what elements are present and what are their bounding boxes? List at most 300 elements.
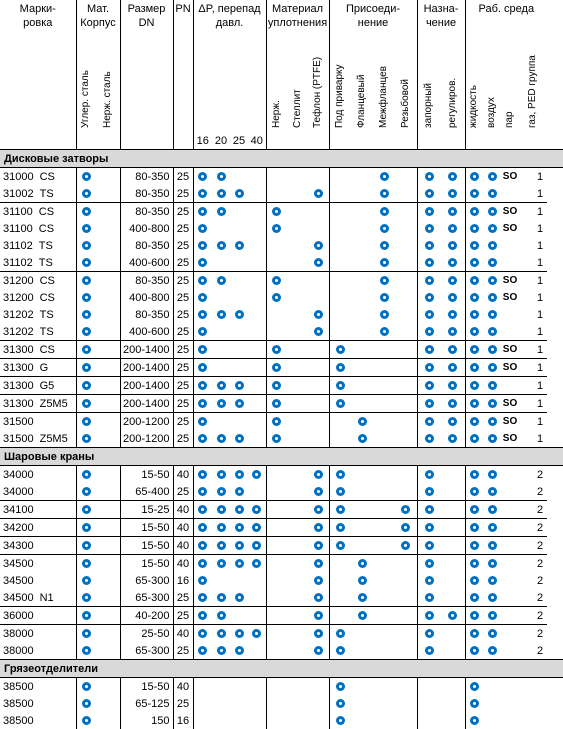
available-marker-icon [470,345,479,354]
available-marker-icon [380,310,389,319]
available-marker-icon [235,310,244,319]
available-marker-icon [380,276,389,285]
available-marker-icon [488,629,497,638]
available-marker-icon [425,646,434,655]
available-marker-icon [82,258,91,267]
available-marker-icon [470,470,479,479]
available-marker-icon [217,276,226,285]
available-marker-icon [488,381,497,390]
row-code: 34200 [3,522,34,534]
row-pn: 40 [173,519,193,537]
row-code: 34300 [3,540,34,552]
row-ped-group: 2 [519,466,547,484]
available-marker-icon [82,541,91,550]
header-connection: Присоеди- нение [329,0,417,30]
row-code: 38500 [3,715,34,727]
available-marker-icon [82,363,91,372]
available-marker-icon [82,417,91,426]
row-size: 80-350 [120,237,173,254]
row-code: 31300 [3,344,34,356]
available-marker-icon [336,629,345,638]
available-marker-icon [425,434,434,443]
available-marker-icon [488,172,497,181]
available-marker-icon [488,310,497,319]
row-size: 65-300 [120,642,173,660]
row-marking [0,519,76,537]
available-marker-icon [217,470,226,479]
row-marking [0,254,76,272]
available-marker-icon [488,505,497,514]
available-marker-icon [488,593,497,602]
row-marking [0,359,76,377]
row-code: 31100 [3,223,33,235]
available-marker-icon [235,487,244,496]
available-marker-icon [488,399,497,408]
header-liquid: жидкость [468,30,480,128]
row-pn: 25 [173,203,193,221]
table-row [0,272,563,290]
available-marker-icon [448,434,457,443]
available-marker-icon [198,276,207,285]
available-marker-icon [314,327,323,336]
row-pn: 40 [173,555,193,573]
header-marking: Марки- ровка [0,0,76,150]
available-marker-icon [358,576,367,585]
available-marker-icon [314,505,323,514]
row-steam [501,237,519,254]
row-steam [501,695,519,712]
row-marking [0,289,76,306]
table-body [0,150,563,729]
header-wafer: Межфланцев [378,30,390,128]
row-size: 200-1400 [120,359,173,377]
row-code: 31500 [3,416,34,428]
available-marker-icon [272,399,281,408]
available-marker-icon [82,434,91,443]
available-marker-icon [82,699,91,708]
row-ped-group: 1 [519,185,547,203]
available-marker-icon [470,434,479,443]
available-marker-icon [448,172,457,181]
row-pn: 25 [173,341,193,359]
available-marker-icon [198,611,207,620]
row-ped-group: 2 [519,555,547,573]
available-marker-icon [488,434,497,443]
row-steam [501,306,519,323]
row-code: 31200 [3,275,34,287]
row-steam [501,254,519,272]
row-ped-group [519,678,547,696]
available-marker-icon [314,258,323,267]
available-marker-icon [448,345,457,354]
row-pn: 25 [173,220,193,237]
available-marker-icon [380,258,389,267]
available-marker-icon [470,505,479,514]
available-marker-icon [314,611,323,620]
available-marker-icon [198,381,207,390]
header-ped-group: газ, PED группа [527,30,539,128]
available-marker-icon [425,207,434,216]
section-header [0,150,563,168]
available-marker-icon [336,345,345,354]
section-header [0,660,563,678]
available-marker-icon [470,523,479,532]
header-thread: Резьбовой [400,30,412,128]
available-marker-icon [425,241,434,250]
row-size: 65-125 [120,695,173,712]
available-marker-icon [198,363,207,372]
available-marker-icon [272,417,281,426]
row-steam [501,555,519,573]
header-weld: Под приварку [334,30,346,128]
available-marker-icon [314,559,323,568]
available-marker-icon [198,345,207,354]
available-marker-icon [448,399,457,408]
row-code: 31000 [3,171,34,183]
row-size: 65-300 [120,572,173,589]
row-steam: SO [501,220,519,237]
row-size: 15-50 [120,537,173,555]
available-marker-icon [314,470,323,479]
row-size: 80-350 [120,168,173,186]
row-ped-group: 2 [519,483,547,501]
row-marking [0,537,76,555]
available-marker-icon [336,699,345,708]
available-marker-icon [198,505,207,514]
available-marker-icon [198,399,207,408]
row-steam [501,625,519,643]
available-marker-icon [401,523,410,532]
available-marker-icon [380,172,389,181]
available-marker-icon [252,541,261,550]
row-steam [501,519,519,537]
row-steam [501,607,519,625]
header-control: регулиров. [447,30,459,128]
table-row [0,537,563,555]
available-marker-icon [425,629,434,638]
available-marker-icon [198,559,207,568]
available-marker-icon [470,293,479,302]
available-marker-icon [380,293,389,302]
table-row [0,572,563,589]
available-marker-icon [217,611,226,620]
row-size: 80-350 [120,203,173,221]
available-marker-icon [336,487,345,496]
available-marker-icon [82,381,91,390]
available-marker-icon [217,381,226,390]
available-marker-icon [488,224,497,233]
available-marker-icon [488,327,497,336]
header-dp-25: 25 [230,133,248,150]
header-size: Размер DN [120,0,173,150]
available-marker-icon [272,293,281,302]
row-ped-group: 1 [519,289,547,306]
available-marker-icon [314,241,323,250]
available-marker-icon [425,399,434,408]
available-marker-icon [217,241,226,250]
row-marking [0,712,76,729]
row-pn: 25 [173,254,193,272]
available-marker-icon [425,559,434,568]
table-row [0,642,563,660]
row-ped-group: 2 [519,625,547,643]
row-code: 31102 [3,240,33,252]
available-marker-icon [198,189,207,198]
available-marker-icon [235,381,244,390]
table-row [0,466,563,484]
row-size: 15-50 [120,678,173,696]
available-marker-icon [425,576,434,585]
row-pn: 25 [173,607,193,625]
header-pn: PN [173,0,193,150]
available-marker-icon [217,172,226,181]
available-marker-icon [488,293,497,302]
section-header [0,448,563,466]
available-marker-icon [198,224,207,233]
row-code: 31300 [3,380,34,392]
available-marker-icon [470,258,479,267]
available-marker-icon [470,241,479,250]
available-marker-icon [470,327,479,336]
row-pn: 25 [173,430,193,448]
row-size: 200-1400 [120,377,173,395]
available-marker-icon [198,593,207,602]
available-marker-icon [235,189,244,198]
available-marker-icon [425,541,434,550]
available-marker-icon [314,487,323,496]
row-marking [0,203,76,221]
row-marking [0,185,76,203]
available-marker-icon [235,241,244,250]
row-marking [0,483,76,501]
row-pn: 25 [173,272,193,290]
row-size: 65-300 [120,589,173,607]
available-marker-icon [425,310,434,319]
available-marker-icon [252,523,261,532]
table-row [0,341,563,359]
row-size: 200-1400 [120,395,173,413]
row-steam [501,377,519,395]
row-pn: 25 [173,377,193,395]
row-marking [0,237,76,254]
available-marker-icon [470,541,479,550]
available-marker-icon [252,629,261,638]
available-marker-icon [425,505,434,514]
available-marker-icon [448,293,457,302]
row-suffix: TS [40,186,54,202]
available-marker-icon [488,207,497,216]
available-marker-icon [470,363,479,372]
available-marker-icon [198,434,207,443]
available-marker-icon [82,276,91,285]
available-marker-icon [198,646,207,655]
available-marker-icon [198,172,207,181]
row-marking [0,341,76,359]
row-suffix: Z5M5 [40,396,68,412]
table-row [0,168,563,186]
available-marker-icon [470,172,479,181]
available-marker-icon [336,541,345,550]
available-marker-icon [425,258,434,267]
row-steam [501,466,519,484]
row-pn: 40 [173,678,193,696]
row-pn: 25 [173,642,193,660]
row-ped-group [519,712,547,729]
row-size: 400-800 [120,220,173,237]
row-marking [0,572,76,589]
row-marking [0,323,76,341]
available-marker-icon [82,487,91,496]
row-steam: SO [501,430,519,448]
row-ped-group: 2 [519,572,547,589]
header-dp: ΔP, перепад давл. [193,0,266,30]
available-marker-icon [272,345,281,354]
row-code: 31300 [3,398,34,410]
available-marker-icon [198,207,207,216]
row-code: 34500 [3,575,34,587]
available-marker-icon [82,224,91,233]
available-marker-icon [198,241,207,250]
available-marker-icon [470,629,479,638]
row-marking [0,607,76,625]
row-marking [0,555,76,573]
row-size: 15-50 [120,519,173,537]
available-marker-icon [272,276,281,285]
header-dp-40: 40 [248,133,266,150]
table-row [0,185,563,203]
available-marker-icon [82,345,91,354]
row-size: 200-1200 [120,430,173,448]
available-marker-icon [380,224,389,233]
row-marking [0,413,76,431]
row-steam [501,537,519,555]
available-marker-icon [252,470,261,479]
row-ped-group: 1 [519,237,547,254]
available-marker-icon [82,172,91,181]
row-suffix: TS [39,255,53,271]
available-marker-icon [198,293,207,302]
available-marker-icon [448,363,457,372]
row-ped-group: 1 [519,430,547,448]
section-title: Грязеотделители [0,660,563,678]
header-purpose: Назна- чение [417,0,465,30]
row-marking [0,642,76,660]
available-marker-icon [401,505,410,514]
available-marker-icon [336,523,345,532]
available-marker-icon [314,189,323,198]
row-code: 31002 [3,188,34,200]
table-row [0,695,563,712]
row-code: 31200 [3,292,34,304]
available-marker-icon [314,310,323,319]
available-marker-icon [448,310,457,319]
available-marker-icon [448,327,457,336]
row-pn: 25 [173,413,193,431]
row-size: 150 [120,712,173,729]
row-marking [0,306,76,323]
row-pn: 25 [173,185,193,203]
available-marker-icon [198,327,207,336]
available-marker-icon [336,682,345,691]
row-size: 15-50 [120,466,173,484]
row-code: 31202 [3,309,34,321]
table-row [0,625,563,643]
available-marker-icon [82,682,91,691]
available-marker-icon [235,505,244,514]
available-marker-icon [470,224,479,233]
available-marker-icon [217,505,226,514]
row-ped-group: 1 [519,341,547,359]
row-code: 38000 [3,628,34,640]
row-size: 80-350 [120,185,173,203]
available-marker-icon [82,189,91,198]
row-ped-group: 1 [519,359,547,377]
row-code: 34000 [3,469,34,481]
available-marker-icon [358,611,367,620]
row-code: 34000 [3,486,34,498]
row-ped-group: 1 [519,168,547,186]
available-marker-icon [425,363,434,372]
available-marker-icon [488,345,497,354]
row-size: 400-600 [120,254,173,272]
available-marker-icon [314,576,323,585]
available-marker-icon [82,470,91,479]
available-marker-icon [425,523,434,532]
row-pn: 40 [173,501,193,519]
row-ped-group: 2 [519,607,547,625]
table-row [0,289,563,306]
table-row [0,413,563,431]
table-row [0,712,563,729]
row-code: 34100 [3,504,34,516]
row-marking [0,625,76,643]
available-marker-icon [425,189,434,198]
row-size: 80-350 [120,272,173,290]
row-pn: 40 [173,537,193,555]
row-code: 36000 [3,610,34,622]
row-ped-group: 1 [519,272,547,290]
row-code: 34500 [3,558,34,570]
row-steam: SO [501,272,519,290]
row-marking [0,377,76,395]
available-marker-icon [235,593,244,602]
header-dp-20: 20 [212,133,230,150]
available-marker-icon [82,207,91,216]
row-suffix: CS [39,204,54,220]
row-marking [0,395,76,413]
available-marker-icon [448,189,457,198]
row-pn: 25 [173,306,193,323]
row-pn: 16 [173,572,193,589]
row-code: 38000 [3,645,34,657]
row-marking [0,589,76,607]
row-suffix: Z5M5 [40,431,68,447]
available-marker-icon [314,593,323,602]
row-marking [0,430,76,448]
available-marker-icon [380,327,389,336]
available-marker-icon [217,629,226,638]
available-marker-icon [198,310,207,319]
available-marker-icon [336,363,345,372]
available-marker-icon [470,399,479,408]
available-marker-icon [425,487,434,496]
available-marker-icon [448,224,457,233]
available-marker-icon [82,310,91,319]
available-marker-icon [198,541,207,550]
available-marker-icon [425,224,434,233]
available-marker-icon [488,541,497,550]
row-marking [0,220,76,237]
